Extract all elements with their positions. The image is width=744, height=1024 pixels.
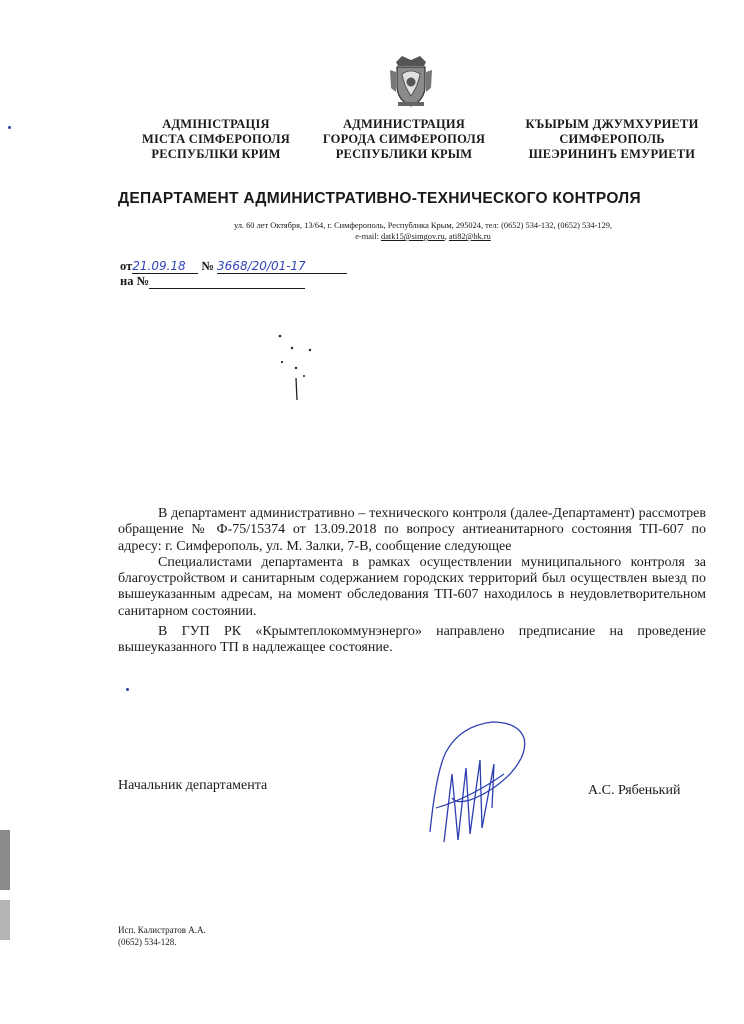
signatory-role: Начальник департамента	[118, 778, 268, 793]
header-crh-line2: СИМФЕРОПОЛЬ	[559, 132, 665, 146]
header-ru-line3: РЕСПУБЛИКИ КРЫМ	[335, 147, 473, 161]
ref-reply-label: на №	[120, 274, 150, 288]
body-paragraph-2: Специалистами департамента в рамках осуществлении муниципального контроля за благоустройством и санитарным содержанием городских территорий был осуществлен выезд по вышеуказанным адресам, на момент обследования ТП-607 находилось в неудовлетворительном санитарном состоянии.	[118, 554, 706, 619]
crimea-emblem-icon	[388, 52, 434, 108]
header-crimean-tatar	[517, 117, 707, 162]
ink-dot	[126, 688, 129, 691]
header-ru-line1: АДМИНИСТРАЦИЯ	[342, 117, 466, 131]
header-crh-line1: КЪЫРЫМ ДЖУМХУРИЕТИ	[525, 117, 699, 131]
scan-edge-mark	[0, 830, 10, 890]
scan-edge-mark	[0, 900, 10, 940]
header-crh-line3: ШЕЭРИНИНЪ ЕМУРИЕТИ	[528, 147, 696, 161]
email-label: e-mail:	[355, 232, 381, 241]
header-ukrainian	[138, 117, 294, 162]
handwritten-signature	[400, 712, 565, 847]
header-ua-line1: АДМІНІСТРАЦІЯ	[162, 117, 270, 131]
department-title: ДЕПАРТАМЕНТ АДМИНИСТРАТИВНО-ТЕХНИЧЕСКОГО КОНТРОЛЯ	[118, 190, 641, 207]
body-paragraph-1: В департамент административно – технического контроля (далее-Департамент) рассмотрев обращение № Ф-75/15374 от 13.09.2018 по вопросу антиеанитарного состояния ТП-607 по адресу: г. Симферополь, ул. М. Залки, 7-В, сообщение следующее	[118, 506, 706, 554]
executor-block	[118, 924, 206, 948]
executor-phone: (0652) 534-128.	[118, 937, 177, 947]
header-ua-line3: РЕСПУБЛІКИ КРИМ	[151, 147, 281, 161]
address-line: ул. 60 лет Октября, 13/64, г. Симферополь, Республика Крым, 295024, тел: (0652) 534-132, (0652) 534-129,	[233, 221, 613, 230]
ref-number-label: №	[201, 259, 214, 273]
ink-dot	[8, 126, 11, 129]
header-russian	[318, 117, 490, 162]
address-block	[188, 220, 658, 242]
body-paragraph-3: В ГУП РК «Крымтеплокоммунэнерго» направлено предписание на проведение вышеуказанного ТП в надлежащее состояние.	[118, 624, 706, 656]
signatory-name: А.С. Рябенький	[588, 783, 681, 798]
incoming-reference	[120, 274, 305, 289]
scan-specks	[270, 328, 330, 418]
header-ru-line2: ГОРОДА СИМФЕРОПОЛЯ	[322, 132, 486, 146]
executor-name: Исп. Калистратов А.А.	[118, 925, 206, 935]
ref-number-handwritten: 3668/20/01-17	[217, 259, 347, 274]
header-ua-line2: МІСТА СІМФЕРОПОЛЯ	[141, 132, 290, 146]
email-link-datk[interactable]: datk15@simgov.ru	[381, 232, 445, 241]
ref-reply-blank	[149, 276, 305, 289]
ref-date-handwritten: 21.09.18	[132, 259, 198, 274]
email-link-ati[interactable]: ati82@bk.ru	[448, 232, 491, 241]
email-line	[188, 231, 658, 242]
email-separator: ,	[444, 232, 449, 241]
outgoing-reference	[120, 259, 347, 274]
ref-from-label: от	[120, 259, 133, 273]
letter-body	[118, 506, 706, 657]
